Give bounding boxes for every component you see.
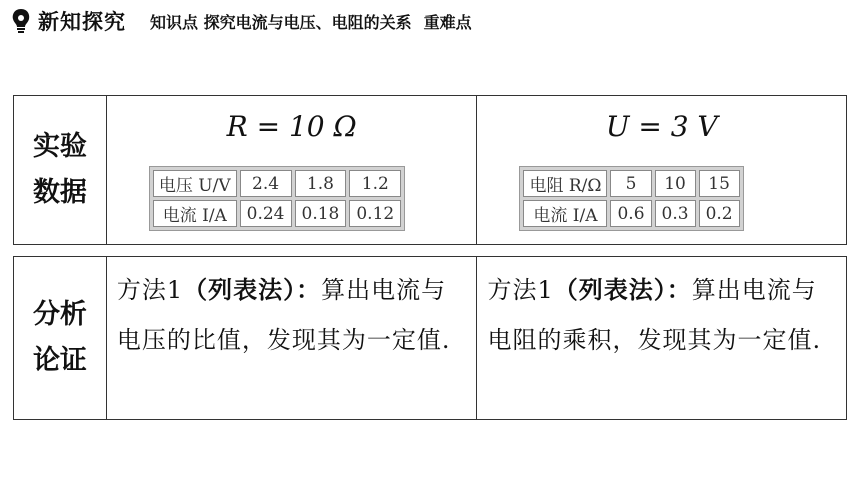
topic-subtitle: 知识点 探究电流与电压、电阻的关系 <box>150 12 412 32</box>
table-cell: 1.8 <box>295 170 347 197</box>
section-header <box>8 6 472 36</box>
analysis-left-column <box>107 257 477 419</box>
resistance-current-table <box>519 166 743 231</box>
table-header-cell: 电流 I/A <box>153 200 237 227</box>
method-name: （列表法）： <box>183 276 322 304</box>
page-title: 新知探究 <box>38 10 126 34</box>
table-cell: 5 <box>610 170 651 197</box>
table-header-cell: 电压 U/V <box>153 170 237 197</box>
method-name: （列表法）： <box>553 276 692 304</box>
table-cell: 2.4 <box>240 170 292 197</box>
table-cell: 1.2 <box>349 170 401 197</box>
table-header-cell: 电流 I/A <box>523 200 607 227</box>
lightbulb-icon <box>8 7 34 35</box>
table-cell: 0.18 <box>295 200 347 227</box>
analysis-right-text: 方法1（列表法）：算出电流与电阻的乘积，发现其为一定值. <box>487 276 822 354</box>
right-formula: U = 3 V <box>605 110 718 143</box>
table-row <box>523 170 739 197</box>
experiment-right-column <box>476 96 846 244</box>
table-cell: 0.6 <box>610 200 651 227</box>
table-header-cell: 电阻 R/Ω <box>523 170 607 197</box>
table-row <box>153 200 401 227</box>
left-formula: R = 10 Ω <box>226 110 357 143</box>
voltage-current-table <box>149 166 405 231</box>
table-cell: 15 <box>699 170 740 197</box>
experiment-left-column <box>107 96 477 244</box>
table-cell: 0.24 <box>240 200 292 227</box>
table-row <box>153 170 401 197</box>
difficulty-badge: 重难点 <box>423 12 472 32</box>
table-cell: 0.2 <box>699 200 740 227</box>
experiment-data-table <box>13 95 847 245</box>
analysis-right-column <box>476 257 846 419</box>
table-cell: 10 <box>655 170 696 197</box>
analysis-label: 分析 论证 <box>14 257 107 419</box>
table-cell: 0.3 <box>655 200 696 227</box>
table-row <box>523 200 739 227</box>
experiment-data-label: 实验 数据 <box>14 96 107 244</box>
analysis-left-text: 方法1（列表法）：算出电流与电压的比值，发现其为一定值. <box>116 276 451 354</box>
analysis-table <box>13 256 847 420</box>
table-cell: 0.12 <box>349 200 401 227</box>
